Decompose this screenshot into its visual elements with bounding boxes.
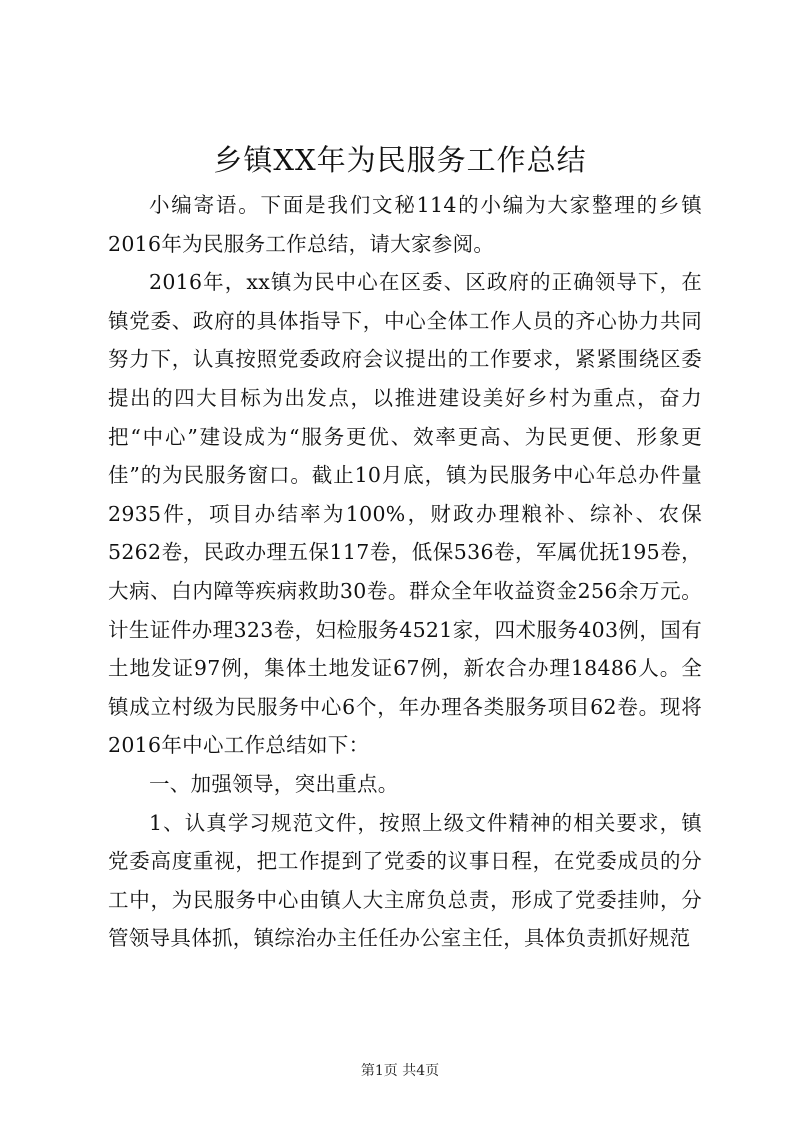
document-body xyxy=(108,186,702,958)
summary-paragraph: 2016年，xx镇为民中心在区委、区政府的正确领导下，在镇党委、政府的具体指导下，中心全体工作人员的齐心协力共同努力下，认真按照党委政府会议提出的工作要求，紧紧围绕区委提出的四大目标为出发点，以推进建设美好乡村为重点，奋力把“中心”建设成为“服务更优、效率更高、为民更便、形象更佳”的为民服务窗口。截止10月底，镇为民服务中心年总办件量2935件，项目办结率为100%，财政办理粮补、综补、农保5262卷，民政办理五保117卷，低保536卷，军属优抚195卷，大病、白内障等疾病救助30卷。群众全年收益资金256余万元。计生证件办理323卷，妇检服务4521家，四术服务403例，国有土地发证97例，集体土地发证67例，新农合办理18486人。全镇成立村级为民服务中心6个，年办理各类服务项目62卷。现将2016年中心工作总结如下： xyxy=(108,270,702,758)
intro-paragraph: 小编寄语。下面是我们文秘114的小编为大家整理的乡镇2016年为民服务工作总结，请大家参阅。 xyxy=(108,193,702,256)
item-paragraph: 1、认真学习规范文件，按照上级文件精神的相关要求，镇党委高度重视，把工作提到了党委的议事日程，在党委成员的分工中，为民服务中心由镇人大主席负总责，形成了党委挂帅，分管领导具体抓，镇综治办主任任办公室主任，具体负责抓好规范 xyxy=(108,810,702,951)
section-heading: 一、加强领导，突出重点。 xyxy=(149,771,399,796)
document-title: 乡镇XX年为民服务工作总结 xyxy=(213,143,587,177)
page-footer: 第1页 共4页 xyxy=(360,1063,440,1079)
